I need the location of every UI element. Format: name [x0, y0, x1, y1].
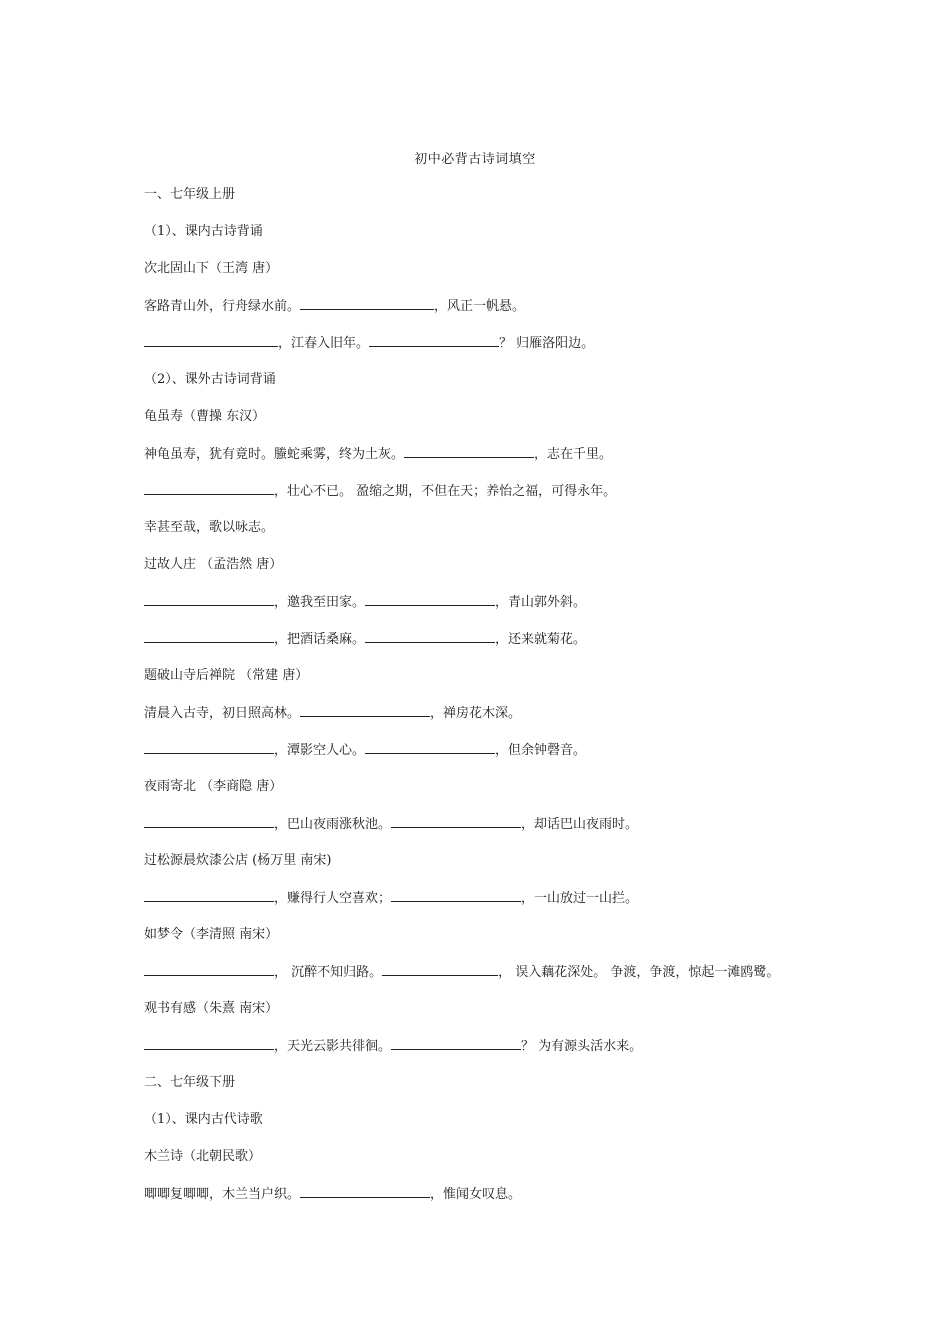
text: ，但余钟磬音。 — [495, 743, 587, 758]
fill-blank[interactable] — [300, 1185, 430, 1198]
text: ，把酒话桑麻。 — [274, 632, 366, 647]
text: 夜雨寄北 （李商隐 唐） — [144, 779, 283, 794]
text: ，潭影空人心。 — [274, 743, 366, 758]
text: 清晨入古寺，初日照高林。 — [144, 706, 301, 721]
text: ，青山郭外斜。 — [495, 595, 587, 610]
poem-title — [144, 926, 278, 944]
poem-title — [144, 852, 331, 870]
text: 过故人庄 （孟浩然 唐） — [144, 557, 283, 572]
text: ，壮心不已。 盈缩之期，不但在天；养怡之福，可得永年。 — [274, 484, 617, 499]
poem-line — [144, 1037, 642, 1056]
fill-blank[interactable] — [144, 334, 278, 347]
text: 唧唧复唧唧，木兰当户织。 — [144, 1187, 301, 1202]
poem-line — [144, 519, 274, 537]
fill-blank[interactable] — [300, 297, 434, 310]
fill-blank[interactable] — [300, 704, 430, 717]
text: ，还来就菊花。 — [495, 632, 587, 647]
text: 过松源晨炊漆公店 (杨万里 南宋) — [144, 853, 332, 868]
section-heading — [144, 186, 235, 204]
text: ， 误入藕花深处。 争渡，争渡，惊起一滩鸥鹭。 — [498, 965, 780, 980]
fill-blank[interactable] — [365, 741, 495, 754]
text: （1）、课内古代诗歌 — [144, 1112, 263, 1127]
text: ，巴山夜雨涨秋池。 — [274, 817, 392, 832]
text: ，惟闻女叹息。 — [430, 1187, 522, 1202]
section-heading — [144, 1074, 235, 1092]
poem-line — [144, 630, 586, 649]
fill-blank[interactable] — [365, 630, 495, 643]
subsection-heading — [144, 223, 263, 241]
fill-blank[interactable] — [144, 741, 274, 754]
text: 次北固山下（王湾 唐） — [144, 261, 279, 276]
poem-line — [144, 297, 525, 316]
poem-line — [144, 815, 638, 834]
text: ，天光云影共徘徊。 — [274, 1039, 392, 1054]
poem-line — [144, 445, 612, 464]
fill-blank[interactable] — [382, 963, 498, 976]
fill-blank[interactable] — [144, 1037, 274, 1050]
poem-title — [144, 667, 308, 685]
subsection-heading — [144, 1111, 263, 1129]
text: （1）、课内古诗背诵 — [144, 224, 263, 239]
fill-blank[interactable] — [144, 889, 274, 902]
text: 题破山寺后禅院 （常建 唐） — [144, 668, 309, 683]
poem-line — [144, 963, 779, 982]
poem-title — [144, 408, 265, 426]
text: 二、七年级下册 — [144, 1075, 236, 1090]
poem-line — [144, 482, 616, 501]
fill-blank[interactable] — [391, 1037, 521, 1050]
fill-blank[interactable] — [144, 593, 274, 606]
fill-blank[interactable] — [144, 630, 274, 643]
text: ，邀我至田家。 — [274, 595, 366, 610]
fill-blank[interactable] — [144, 815, 274, 828]
text: 如梦令（李清照 南宋） — [144, 927, 279, 942]
fill-blank[interactable] — [391, 815, 521, 828]
poem-title — [144, 1148, 261, 1166]
text: ， 沉醉不知归路。 — [274, 965, 383, 980]
fill-blank[interactable] — [404, 445, 534, 458]
text: ，禅房花木深。 — [430, 706, 522, 721]
poem-title — [144, 1000, 278, 1018]
subsection-heading — [144, 371, 276, 389]
text: 一、七年级上册 — [144, 187, 236, 202]
text: （2）、课外古诗词背诵 — [144, 372, 276, 387]
text: ？ 为有源头活水来。 — [521, 1039, 643, 1054]
fill-blank[interactable] — [369, 334, 499, 347]
text: 观书有感（朱熹 南宋） — [144, 1001, 279, 1016]
fill-blank[interactable] — [365, 593, 495, 606]
fill-blank[interactable] — [144, 963, 274, 976]
text: 木兰诗（北朝民歌） — [144, 1149, 262, 1164]
poem-line — [144, 741, 586, 760]
text: ，却话巴山夜雨时。 — [521, 817, 639, 832]
document-title: 初中必背古诗词填空 — [414, 152, 536, 167]
text: 龟虽寿（曹操 东汉） — [144, 409, 266, 424]
text: ，一山放过一山拦。 — [521, 891, 639, 906]
text: ，赚得行人空喜欢； — [274, 891, 392, 906]
poem-title — [144, 260, 278, 278]
poem-line — [144, 704, 521, 723]
fill-blank[interactable] — [144, 482, 274, 495]
text: 神龟虽寿，犹有竟时。螣蛇乘雾，终为土灰。 — [144, 447, 405, 462]
text: ，风正一帆悬。 — [434, 299, 526, 314]
text: 幸甚至哉，歌以咏志。 — [144, 520, 275, 535]
poem-title — [144, 556, 282, 574]
text: 客路青山外，行舟绿水前。 — [144, 299, 301, 314]
text: ，志在千里。 — [534, 447, 613, 462]
poem-line — [144, 593, 586, 612]
fill-blank[interactable] — [391, 889, 521, 902]
poem-line — [144, 1185, 521, 1204]
text: ，江春入旧年。 — [278, 336, 370, 351]
poem-line — [144, 334, 594, 353]
text: ？ 归雁洛阳边。 — [499, 336, 595, 351]
poem-title — [144, 778, 282, 796]
poem-line — [144, 889, 638, 908]
